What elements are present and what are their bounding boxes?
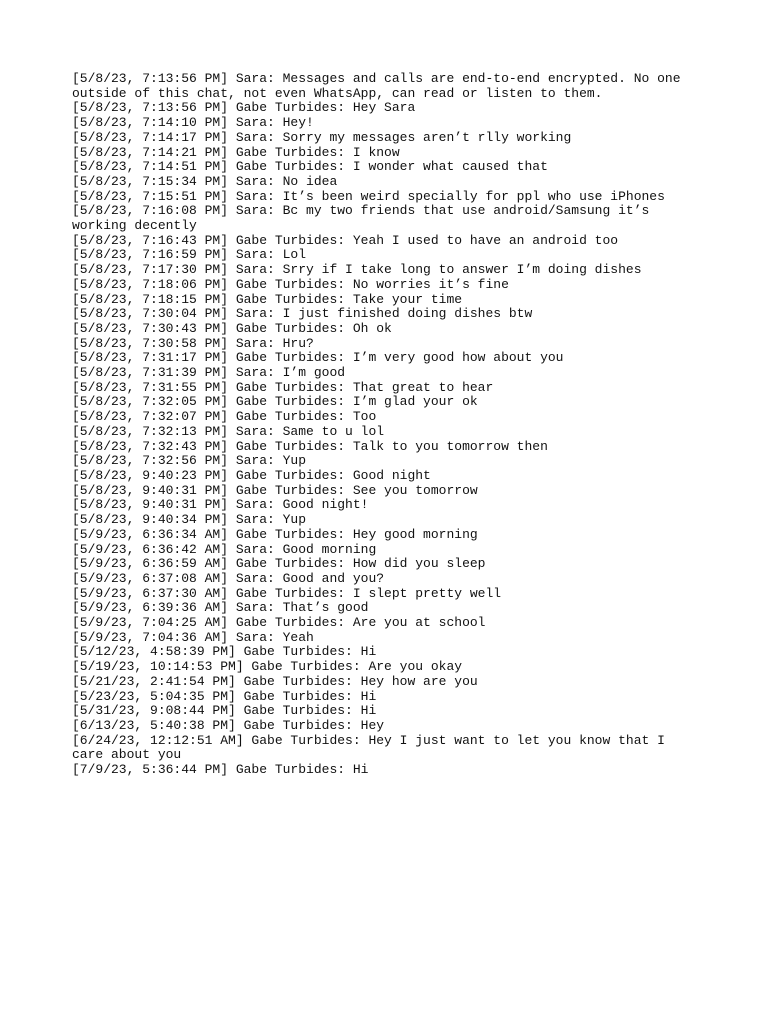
chat-line: [5/21/23, 2:41:54 PM] Gabe Turbides: Hey how are you bbox=[72, 673, 478, 689]
chat-line: [5/8/23, 7:32:13 PM] Sara: Same to u lol bbox=[72, 423, 385, 439]
chat-line: [5/8/23, 7:15:34 PM] Sara: No idea bbox=[72, 173, 338, 189]
chat-line: [5/8/23, 9:40:31 PM] Gabe Turbides: See you tomorrow bbox=[72, 482, 478, 498]
chat-line: [5/8/23, 7:14:17 PM] Sara: Sorry my messages aren’t rlly working bbox=[72, 129, 572, 145]
chat-line: [5/8/23, 7:13:56 PM] Gabe Turbides: Hey Sara bbox=[72, 100, 416, 116]
chat-line: [5/12/23, 4:58:39 PM] Gabe Turbides: Hi bbox=[72, 644, 377, 660]
chat-line: [5/8/23, 7:30:04 PM] Sara: I just finished doing dishes btw bbox=[72, 306, 533, 322]
chat-line: [6/13/23, 5:40:38 PM] Gabe Turbides: Hey bbox=[72, 717, 385, 733]
chat-line: [5/9/23, 6:39:36 AM] Sara: That’s good bbox=[72, 600, 369, 616]
chat-line: [5/9/23, 7:04:25 AM] Gabe Turbides: Are you at school bbox=[72, 615, 486, 631]
chat-line: [5/9/23, 6:36:59 AM] Gabe Turbides: How did you sleep bbox=[72, 556, 486, 572]
chat-line: [5/31/23, 9:08:44 PM] Gabe Turbides: Hi bbox=[72, 703, 377, 719]
chat-line: [5/8/23, 7:16:43 PM] Gabe Turbides: Yeah I used to have an android too bbox=[72, 232, 619, 248]
chat-line: [5/8/23, 7:18:06 PM] Gabe Turbides: No worries it’s fine bbox=[72, 276, 509, 292]
chat-line: [5/8/23, 9:40:23 PM] Gabe Turbides: Good night bbox=[72, 467, 431, 483]
chat-line: [5/8/23, 7:32:56 PM] Sara: Yup bbox=[72, 453, 307, 469]
chat-line: [5/23/23, 5:04:35 PM] Gabe Turbides: Hi bbox=[72, 688, 377, 704]
chat-line: [5/8/23, 7:16:59 PM] Sara: Lol bbox=[72, 247, 307, 263]
chat-line: [5/8/23, 7:32:43 PM] Gabe Turbides: Talk to you tomorrow then bbox=[72, 438, 548, 454]
chat-line: [5/8/23, 7:14:51 PM] Gabe Turbides: I wonder what caused that bbox=[72, 159, 548, 175]
chat-line: [5/8/23, 7:13:56 PM] Sara: Messages and calls are end-to-end encrypted. No one outside of this chat, not even WhatsApp, can read or listen to them. bbox=[72, 71, 689, 101]
chat-line: [5/9/23, 6:37:08 AM] Sara: Good and you? bbox=[72, 570, 385, 586]
chat-line: [6/24/23, 12:12:51 AM] Gabe Turbides: Hey I just want to let you know that I care about you bbox=[72, 732, 673, 763]
chat-line: [5/8/23, 7:14:21 PM] Gabe Turbides: I know bbox=[72, 144, 400, 160]
chat-line: [5/8/23, 7:31:39 PM] Sara: I’m good bbox=[72, 365, 346, 381]
chat-line: [5/8/23, 7:32:07 PM] Gabe Turbides: Too bbox=[72, 409, 377, 425]
chat-line: [5/8/23, 7:31:55 PM] Gabe Turbides: That great to hear bbox=[72, 379, 494, 395]
chat-line: [5/9/23, 6:36:42 AM] Sara: Good morning bbox=[72, 541, 377, 557]
chat-line: [5/8/23, 7:32:05 PM] Gabe Turbides: I’m glad your ok bbox=[72, 394, 478, 410]
chat-line: [5/8/23, 7:18:15 PM] Gabe Turbides: Take your time bbox=[72, 291, 463, 307]
chat-line: [5/8/23, 7:17:30 PM] Sara: Srry if I take long to answer I’m doing dishes bbox=[72, 262, 642, 278]
chat-line: [5/19/23, 10:14:53 PM] Gabe Turbides: Are you okay bbox=[72, 659, 463, 675]
chat-line: [5/8/23, 7:14:10 PM] Sara: Hey! bbox=[72, 115, 314, 131]
chat-line: [5/9/23, 7:04:36 AM] Sara: Yeah bbox=[72, 629, 314, 645]
chat-line: [5/9/23, 6:37:30 AM] Gabe Turbides: I slept pretty well bbox=[72, 585, 502, 601]
chat-line: [5/8/23, 9:40:31 PM] Sara: Good night! bbox=[72, 497, 369, 513]
chat-line: [5/8/23, 7:30:43 PM] Gabe Turbides: Oh ok bbox=[72, 320, 392, 336]
chat-line: [5/8/23, 7:30:58 PM] Sara: Hru? bbox=[72, 335, 314, 351]
chat-line: [5/8/23, 9:40:34 PM] Sara: Yup bbox=[72, 512, 307, 528]
chat-line: [7/9/23, 5:36:44 PM] Gabe Turbides: Hi bbox=[72, 762, 369, 778]
chat-line: [5/9/23, 6:36:34 AM] Gabe Turbides: Hey good morning bbox=[72, 526, 478, 542]
chat-transcript bbox=[72, 72, 702, 778]
chat-line: [5/8/23, 7:15:51 PM] Sara: It’s been weird specially for ppl who use iPhones bbox=[72, 188, 665, 204]
chat-line: [5/8/23, 7:31:17 PM] Gabe Turbides: I’m very good how about you bbox=[72, 350, 564, 366]
chat-line: [5/8/23, 7:16:08 PM] Sara: Bc my two friends that use android/Samsung it’s working decently bbox=[72, 203, 658, 234]
